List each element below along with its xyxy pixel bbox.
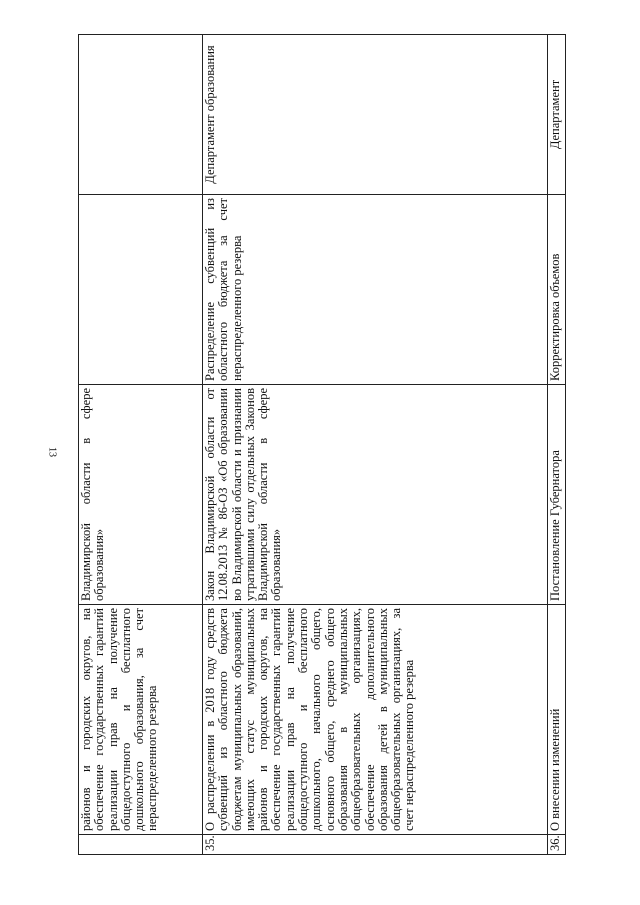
- row-number: [79, 835, 203, 855]
- row-title: районов и городских округов, на обеспечение государственных гарантий реализации прав на получение общедоступного и бесплатного дошкольного образования, за счет нераспределенного резерва: [79, 605, 203, 835]
- table-row: [79, 35, 203, 855]
- row-law: Постановление Губернатора: [548, 385, 566, 605]
- row-title: О распределении в 2018 году средств субвенций из областного бюджета бюджетам муниципальных образований, имеющих статус муниципальных районов и городских округов, на обеспечение государственных гарантий реализации прав на получение общедоступного и бесплатного дошкольного, начального общего, основного общего, среднего общего образования в муниципальных общеобразовательных организациях, обеспечение дополнительного образования детей в муниципальных общеобразовательных организациях, за счет нераспределенного резерва: [203, 605, 548, 835]
- row-number: 35.: [203, 835, 548, 855]
- row-action: Корректировка объемов: [548, 195, 566, 385]
- row-title: О внесении изменений: [548, 605, 566, 835]
- row-responsible: Департамент образования: [203, 35, 548, 195]
- row-action: Распределение субвенций из областного бюджета за счет нераспределенного резерва: [203, 195, 548, 385]
- row-action: [79, 195, 203, 385]
- row-responsible: Департамент: [548, 35, 566, 195]
- page-number: 13: [46, 447, 58, 457]
- legislation-table: [78, 34, 566, 855]
- row-responsible: [79, 35, 203, 195]
- row-law: Закон Владимирской области от 12.08.2013 № 86-ОЗ «Об образовании во Владимирской области и признании утратившими силу отдельных Законов Владимирской области в сфере образования»: [203, 385, 548, 605]
- table-row: [548, 35, 566, 855]
- table-row: [203, 35, 548, 855]
- row-number: 36.: [548, 835, 566, 855]
- row-law: Владимирской области в сфере образования»: [79, 385, 203, 605]
- rotated-page: [78, 35, 578, 855]
